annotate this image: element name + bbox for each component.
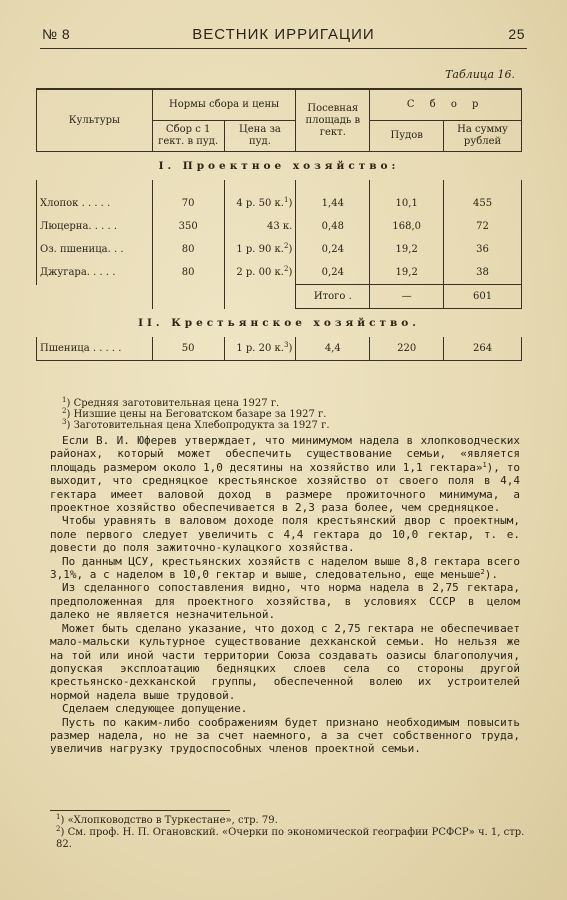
cell-yield [152, 180, 224, 215]
issue-number: № 8 [42, 26, 71, 42]
cell-poods [370, 180, 444, 215]
table-row [37, 337, 522, 361]
cell-area [296, 238, 370, 261]
cell-price [224, 215, 296, 238]
cell-culture-text: Хлопок . . . . . [40, 198, 111, 209]
data-table [36, 88, 522, 361]
table-row [37, 215, 522, 238]
cell-yield-text: 50 [181, 343, 195, 354]
footnote: $^1$) «Хлопководство в Туркестане», стр. 79. [56, 813, 278, 826]
paragraph: По данным ЦСУ, крестьянских хозяйств с наделом выше 8,8 гектара всего 3,1%, а с наделом в 10,0 гектар и выше, следовательно, еще меньше$^2$). [50, 554, 520, 582]
note-mark: 3 [62, 418, 67, 426]
cell-culture [37, 180, 153, 215]
cell-sum [444, 180, 522, 215]
footnote-ref: 1 [482, 460, 487, 469]
paragraph: Если В. И. Юферев утверждает, что минимумом надела в хлопководческих районах, который может обеспечить существование семьи, «является площадь размером около 1,0 десятины на хозяйство или 1,1 гектара»$^1$), то выходит, что средняцкое крестьянское хозяйство от своего поля в 4,4 гектара имеет валовой доход в размере прожиточного минимума, а проектное хозяйство обеспечивается в 2,3 раза более, чем средняцкое. [50, 434, 520, 515]
paragraph-text-tail: . [491, 568, 498, 582]
cell-sum [444, 238, 522, 261]
header-yield: Сбор с 1 гект. в пуд. [152, 121, 224, 152]
paragraph [50, 716, 520, 756]
paragraph [50, 622, 520, 702]
table-note: $^3$) Заготовительная цена Хлебопродукта за 1927 г. [62, 418, 330, 431]
note-mark: 1 [283, 196, 289, 204]
note-mark: 2 [283, 242, 289, 250]
header-norms: Нормы сбора и цены [152, 89, 296, 121]
section-project [37, 152, 522, 181]
cell-sum-text: 72 [476, 221, 489, 232]
header-area: Посевная площадь в гект. [296, 89, 370, 152]
total-row [37, 285, 522, 309]
total-poods: — [370, 285, 444, 309]
table-row [37, 180, 522, 215]
cell-yield-text: 350 [178, 221, 198, 232]
cell-yield [152, 215, 224, 238]
cell-price: 1 р. 90 к.$^2$) [224, 238, 296, 261]
note-mark: 2 [62, 407, 67, 415]
cell-culture [37, 337, 153, 361]
cell-sum-text: 455 [473, 198, 493, 209]
cell-culture-text: Люцерна. . . . . [40, 221, 118, 232]
table-note: $^1$) Средняя заготовительная цена 1927 г. [62, 396, 280, 409]
cell-sum-text: 38 [476, 267, 489, 278]
cell-poods [370, 261, 444, 285]
paragraph-text: Может быть сделано указание, что доход с 2,75 гектара не обеспечивает мало-мальски культурное существование дехканской семьи. Но нельзя же на той или иной части территории Союза создавать оазисы благополучия, допуская эксплоатацию бедняцких слоев села со стороны другой крестьянско-дехканской группы, обеспеченной волею их устроителей нормой надела выше трудовой. [50, 621, 520, 702]
header-price: Цена за пуд. [224, 121, 296, 152]
cell-yield [152, 261, 224, 285]
journal-title: ВЕСТНИК ИРРИГАЦИИ [192, 26, 375, 43]
footnotes [56, 815, 526, 851]
note-mark: 2 [283, 265, 289, 274]
cell-price-text: 1 р. 90 к. [236, 244, 284, 255]
cell-culture [37, 215, 153, 238]
cell-area-text: 0,24 [321, 244, 344, 255]
table-note: $^2$) Низшие цены на Беговатском базаре за 1927 г. [62, 407, 327, 420]
paragraph-text: Если В. И. Юферев утверждает, что минимумом надела в хлопководческих районах, который может обеспечить существование семьи, «является площадь размером около 1,0 десятины на хозяйство или 1,1 гектара» [50, 434, 520, 474]
running-header [42, 26, 525, 46]
cell-poods [370, 215, 444, 238]
cell-price: 4 р. 50 к.$^1$) [224, 180, 296, 215]
paragraph-text: Из сделанного сопоставления видно, что норма надела в 2,75 гектара, предположенная для проектного хозяйства, в условиях СССР в целом далеко не является незначительной. [50, 581, 520, 622]
page-number: 25 [508, 26, 525, 42]
cell-yield [152, 337, 224, 361]
paragraph-text: По данным ЦСУ, крестьянских хозяйств с наделом выше 8,8 гектара всего 3,1%, а с наделом в 10,0 гектар и выше, следовательно, еще меньше [50, 554, 520, 582]
cell-price: 2 р. 00 к.$^2$) [224, 261, 296, 285]
cell-poods-text: 19,2 [395, 267, 418, 278]
cell-poods [370, 337, 444, 361]
cell-yield-text: 80 [181, 267, 195, 279]
cell-price-text: 1 р. 20 к. [236, 343, 284, 354]
cell-price-text: 2 р. 00 к. [236, 267, 284, 279]
header-sum: На сумму рублей [444, 121, 522, 152]
cell-area [296, 215, 370, 238]
cell-sum-text: 36 [476, 244, 489, 255]
cell-culture-text: Джугара. . . . . [40, 267, 116, 279]
cell-culture [37, 261, 153, 285]
table-notes [62, 398, 330, 431]
cell-area-text: 1,44 [321, 198, 344, 209]
cell-sum [444, 215, 522, 238]
paragraph [50, 702, 520, 715]
cell-area-text: 4,4 [324, 343, 341, 354]
section-peasant-label: II. Крестьянское хозяйство. [138, 317, 420, 329]
cell-area [296, 261, 370, 285]
cell-yield-text: 80 [181, 244, 195, 255]
note-text: Средняя заготовительная цена 1927 г. [73, 398, 280, 409]
footnote: $^2$) См. проф. Н. П. Огановский. «Очерки по экономической географии РСФСР» ч. 1, стр. 82. [56, 825, 525, 850]
cell-poods-text: 19,2 [395, 244, 418, 255]
footnote-mark: 1 [56, 813, 61, 821]
header-poods: Пудов [370, 121, 444, 152]
cell-area-text: 0,48 [321, 221, 344, 232]
header-harvest: С б о р [370, 89, 522, 121]
cell-culture-text: Пшеница . . . . . [40, 343, 122, 354]
table-caption: Таблица 16. [445, 68, 515, 81]
note-text: Заготовительная цена Хлебопродукта за 1927 г. [73, 420, 330, 431]
total-sum: 601 [444, 285, 522, 309]
cell-sum [444, 261, 522, 285]
cell-culture-text: Оз. пшеница. . . [40, 244, 124, 255]
footnote-text: См. проф. Н. П. Огановский. «Очерки по экономической географии РСФСР» ч. 1, стр. 82. [56, 827, 525, 850]
footnote-rule [50, 810, 230, 811]
cell-poods-text: 168,0 [392, 221, 421, 232]
paragraph [50, 514, 520, 554]
note-text: Низшие цены на Беговатском базаре за 1927 г. [73, 409, 327, 420]
section-peasant [37, 309, 522, 338]
cell-sum [444, 337, 522, 361]
note-mark: 3 [283, 341, 289, 349]
header-rule [40, 48, 527, 49]
cell-culture [37, 238, 153, 261]
cell-poods [370, 238, 444, 261]
table-row [37, 238, 522, 261]
total-label: Итого . [296, 285, 370, 309]
cell-area [296, 180, 370, 215]
cell-price: 1 р. 20 к.$^3$) [224, 337, 296, 361]
paragraph-text: Сделаем следующее допущение. [62, 702, 248, 716]
footnote-text: «Хлопководство в Туркестане», стр. 79. [67, 815, 278, 826]
cell-price-text: 4 р. 50 к. [236, 198, 284, 209]
paragraph-text: Пусть по каким-либо соображениям будет признано необходимым повысить размер надела, но не за счет наемного, а за счет собственного труда, увеличив нагрузку трудоспособных членов проектной семьи. [50, 715, 520, 756]
note-mark: 1 [62, 396, 67, 404]
cell-poods-text: 220 [397, 343, 417, 354]
footnote-ref: 2 [480, 568, 485, 577]
paragraph-text-tail: , то выходит, что средняцкое крестьянское хозяйство от своего поля в 4,4 гектара имеет валовой доход в размере прожиточного минимума, а проектное хозяйство обеспечивается в 2,3 раза более, чем средняцкое. [50, 460, 520, 515]
paragraph-text: Чтобы уравнять в валовом доходе поля крестьянский двор с проектным, поле первого следует увеличить с 4,4 гектара до 10,0 гектар, т. е. довести до поля зажиточно-кулацкого хозяйства. [50, 514, 520, 555]
cell-price-text: 43 к. [267, 221, 293, 232]
table-row [37, 261, 522, 285]
body-text [50, 434, 520, 756]
section-project-label: I. Проектное хозяйство: [158, 160, 400, 172]
paragraph [50, 581, 520, 621]
cell-sum-text: 264 [473, 343, 493, 354]
cell-area [296, 337, 370, 361]
cell-area-text: 0,24 [321, 267, 344, 278]
header-culture: Культуры [37, 89, 153, 152]
footnote-mark: 2 [56, 825, 61, 833]
cell-poods-text: 10,1 [395, 198, 418, 209]
cell-yield [152, 238, 224, 261]
cell-yield-text: 70 [181, 198, 195, 209]
